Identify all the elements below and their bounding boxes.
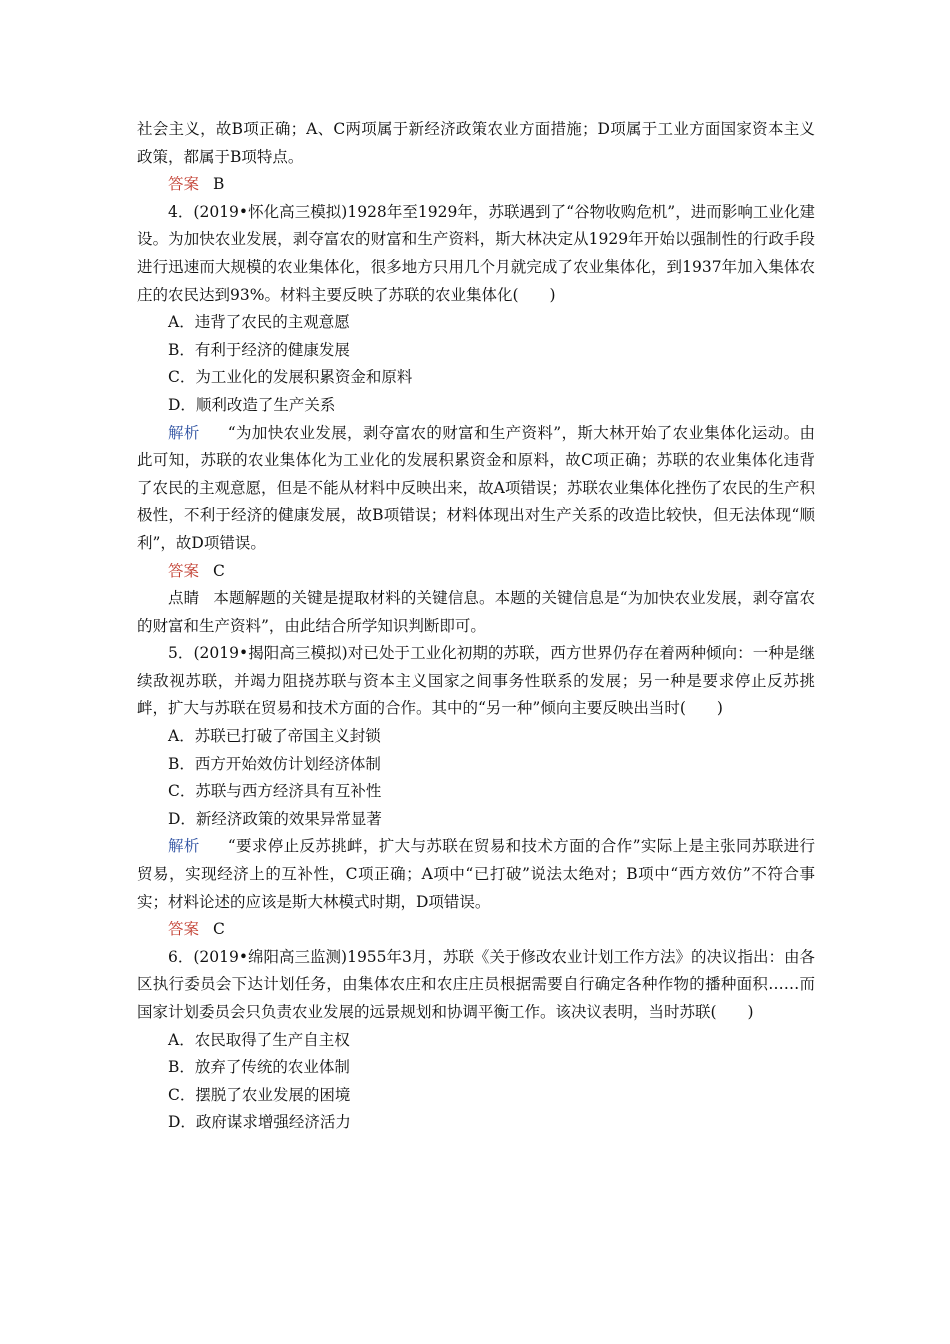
prev-analysis-continued: 社会主义，故B项正确；A、C两项属于新经济政策农业方面措施；D项属于工业方面国家资本主义政策，都属于B项特点。 bbox=[137, 120, 815, 166]
analysis-label: 解析 bbox=[168, 837, 200, 856]
question-5-option-a: A．苏联已打破了帝国主义封锁 bbox=[168, 727, 381, 746]
question-5-answer bbox=[137, 916, 815, 944]
question-5-option-d: D．新经济政策的效果异常显著 bbox=[168, 809, 382, 828]
question-5-option-b: B．西方开始效仿计划经济体制 bbox=[168, 754, 381, 773]
question-4-option-b: B．有利于经济的健康发展 bbox=[168, 340, 350, 359]
analysis-text: “为加快农业发展，剥夺富农的财富和生产资料”，斯大林开始了农业集体化运动。由此可知，苏联的农业集体化为工业化的发展积累资金和原料，故C项正确；苏联的农业集体化违背了农民的主观意愿，但是不能从材料中反映出来，故A项错误；苏联农业集体化挫伤了农民的生产积极性，不利于经济的健康发展，故B项错误；材料体现出对生产关系的改造比较快，但无法体现“顺利”，故D项错误。 bbox=[137, 423, 815, 552]
analysis-label: 解析 bbox=[168, 423, 200, 442]
question-6-option-a: A．农民取得了生产自主权 bbox=[168, 1030, 350, 1049]
question-6-option-b: B．放弃了传统的农业体制 bbox=[168, 1058, 350, 1077]
question-6-option-c: C．摆脱了农业发展的困境 bbox=[168, 1085, 351, 1104]
answer-label: 答案 bbox=[168, 561, 200, 580]
tip-text: 本题解题的关键是提取材料的关键信息。本题的关键信息是“为加快农业发展，剥夺富农的财富和生产资料”，由此结合所学知识判断即可。 bbox=[137, 589, 815, 635]
question-4-tip bbox=[137, 585, 815, 640]
question-6-option-d: D．政府谋求增强经济活力 bbox=[168, 1113, 351, 1132]
answer-value: C bbox=[213, 561, 225, 580]
question-4-option-a: A．违背了农民的主观意愿 bbox=[168, 313, 350, 332]
answer-label: 答案 bbox=[168, 920, 200, 939]
question-4-answer bbox=[137, 558, 815, 586]
analysis-text: “要求停止反苏挑衅，扩大与苏联在贸易和技术方面的合作”实际上是主张同苏联进行贸易，实现经济上的互补性，C项正确；A项中“已打破”说法太绝对；B项中“西方效仿”不符合事实；材料论述的应该是斯大林模式时期，D项错误。 bbox=[137, 837, 815, 911]
question-4-option-c: C．为工业化的发展积累资金和原料 bbox=[168, 368, 413, 387]
question-6-stem: 6．(2019•绵阳高三监测)1955年3月，苏联《关于修改农业计划工作方法》的决议指出：由各区执行委员会下达计划任务，由集体农庄和农庄庄员根据需要自行确定各种作物的播种面积……而国家计划委员会只负责农业发展的远景规划和协调平衡工作。该决议表明，当时苏联( ) bbox=[137, 947, 815, 1021]
question-4-stem: 4．(2019•怀化高三模拟)1928年至1929年，苏联遇到了“谷物收购危机”，进而影响工业化建设。为加快农业发展，剥夺富农的财富和生产资料，斯大林决定从1929年开始以强制性的行政手段进行迅速而大规模的农业集体化，很多地方只用几个月就完成了农业集体化，到1937年加入集体农庄的农民达到93%。材料主要反映了苏联的农业集体化( ) bbox=[137, 202, 815, 304]
question-4-option-d: D．顺利改造了生产关系 bbox=[168, 395, 336, 414]
prev-answer bbox=[137, 171, 815, 199]
document-page bbox=[137, 116, 815, 1137]
answer-value: C bbox=[213, 920, 225, 939]
question-5-stem: 5．(2019•揭阳高三模拟)对已处于工业化初期的苏联，西方世界仍存在着两种倾向：一种是继续敌视苏联，并竭力阻挠苏联与资本主义国家之间事务性联系的发展；另一种是要求停止反苏挑衅，扩大与苏联在贸易和技术方面的合作。其中的“另一种”倾向主要反映出当时( ) bbox=[137, 644, 815, 718]
question-5-analysis bbox=[137, 833, 815, 916]
answer-label: 答案 bbox=[168, 175, 200, 194]
answer-value: B bbox=[213, 175, 225, 194]
question-4-analysis bbox=[137, 420, 815, 558]
tip-label: 点睛 bbox=[168, 589, 200, 608]
question-5-option-c: C．苏联与西方经济具有互补性 bbox=[168, 782, 382, 801]
